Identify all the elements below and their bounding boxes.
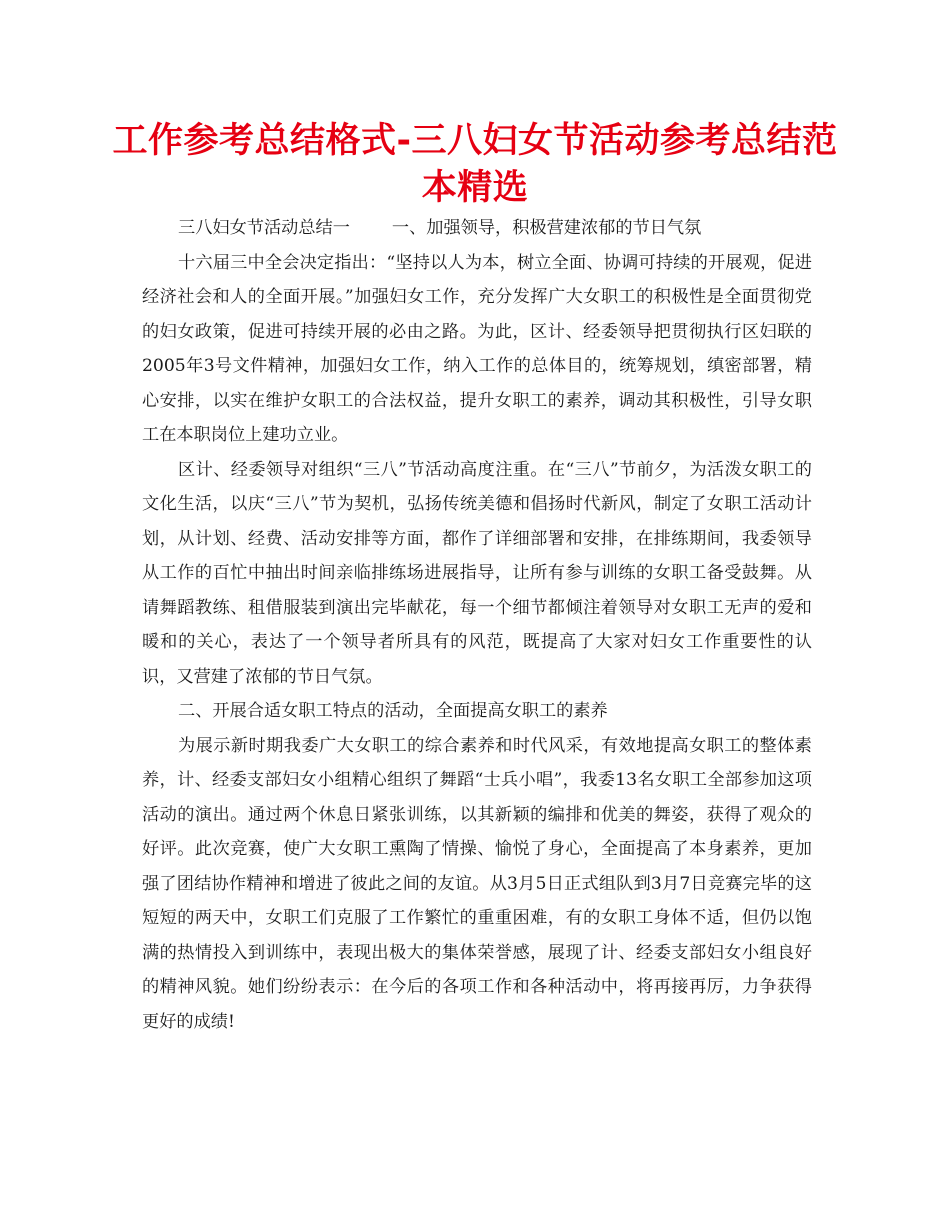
body-paragraph: 为展示新时期我委广大女职工的综合素养和时代风采，有效地提高女职工的整体素养，计、经委支部妇女小组精心组织了舞蹈“士兵小唱”，我委13名女职工全部参加这项活动的演出。通过两个休息日紧张训练，以其新颖的编排和优美的舞姿，获得了观众的好评。此次竞赛，使广大女职工熏陶了情操、愉悦了身心，全面提高了本身素养，更加强了团结协作精神和增进了彼此之间的友谊。从3月5日正式组队到3月7日竞赛完毕的这短短的两天中，女职工们克服了工作繁忙的重重困难，有的女职工身体不适，但仍以饱满的热情投入到训练中，表现出极大的集体荣誉感，展现了计、经委支部妇女小组良好的精神风貌。她们纷纷表示：在今后的各项工作和各种活动中，将再接再厉，力争获得更好的成绩! bbox=[142, 735, 812, 1032]
body-paragraph: 十六届三中全会决定指出：“坚持以人为本，树立全面、协调可持续的开展观，促进经济社会和人的全面开展。”加强妇女工作，充分发挥广大女职工的积极性是全面贯彻党的妇女政策，促进可持续开展的必由之路。为此，区计、经委领导把贯彻执行区妇联的2005年3号文件精神，加强妇女工作，纳入工作的总体目的，统筹规划，缜密部署，精心安排，以实在维护女职工的合法权益，提升女职工的素养，调动其积极性，引导女职工在本职岗位上建功立业。 bbox=[142, 252, 812, 445]
document-title: 工作参考总结格式-三八妇女节活动参考总结范本精选 bbox=[112, 121, 838, 208]
section-intro-paragraph bbox=[142, 211, 812, 246]
section-heading-2: 二、开展合适女职工特点的活动，全面提高女职工的素养 bbox=[178, 701, 608, 721]
section-heading-1: 一、加强领导，积极营建浓郁的节日气氛 bbox=[391, 218, 702, 238]
document-body bbox=[142, 211, 812, 1039]
summary-label: 三八妇女节活动总结一 bbox=[178, 218, 350, 238]
body-paragraph: 区计、经委领导对组织“三八”节活动高度注重。在“三八”节前夕，为活泼女职工的文化生活，以庆“三八”节为契机，弘扬传统美德和倡扬时代新风，制定了女职工活动计划，从计划、经费、活动安排等方面，都作了详细部署和安排，在排练期间，我委领导从工作的百忙中抽出时间亲临排练场进展指导，让所有参与训练的女职工备受鼓舞。从请舞蹈教练、租借服装到演出完毕献花，每一个细节都倾注着领导对女职工无声的爱和暖和的关心，表达了一个领导者所具有的风范，既提高了大家对妇女工作重要性的认识，又营建了浓郁的节日气氛。 bbox=[142, 459, 812, 687]
